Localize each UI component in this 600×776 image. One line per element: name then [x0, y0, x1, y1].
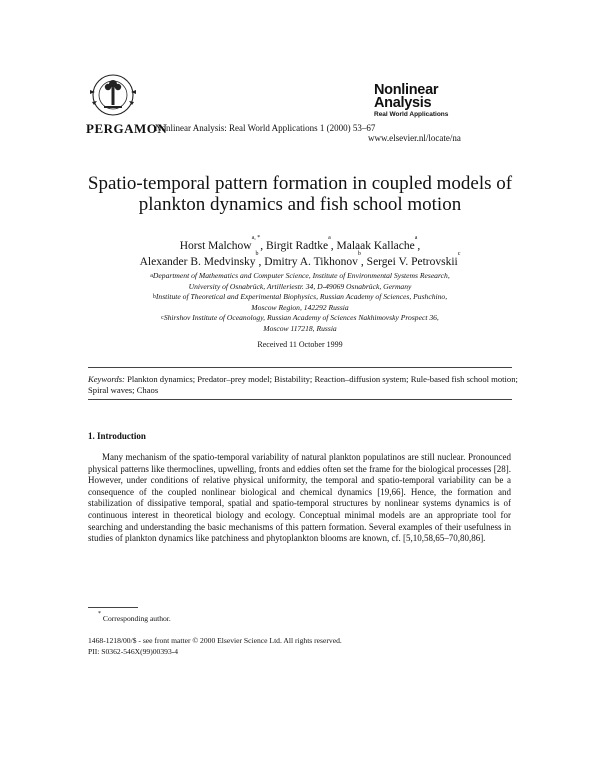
author-name: Horst Malchow: [179, 240, 252, 252]
author-name: Malaak Kallache: [336, 240, 415, 252]
affiliation-line: $^a$Department of Mathematics and Computer Science, Institute of Environmental Systems Research,: [150, 271, 450, 280]
author-affiliation-mark: c: [457, 251, 461, 257]
copyright-block: [88, 636, 342, 657]
journal-url[interactable]: www.elsevier.nl/locate/na: [368, 133, 461, 143]
author-affiliation-mark: a: [414, 235, 418, 241]
author-affiliation-mark: b: [357, 251, 361, 257]
publisher-tree-emblem: [84, 70, 142, 120]
author-name: Dmitry A. Tikhonov: [264, 256, 358, 268]
journal-logo-line2: Analysis: [374, 95, 432, 111]
keywords: [88, 374, 518, 395]
affiliation-line: University of Osnabrück, Artilleriestr. 34, D-49069 Osnabrück, Germany: [188, 281, 412, 291]
author-name: Birgit Radtke: [266, 240, 329, 252]
intro-paragraph: Many mechanism of the spatio-temporal variability of natural plankton populatinos are still nuclear. Pronounced physical patterns like thermoclines, upwelling, fronts and eddies often set the frame for the biological processes [28]. However, under conditions of relative physical uniformity, the temporal and spatio-temporal variability can be a consequence of the coupled nonlinear biological and chemical dynamics [19,66]. Hence, the formation and stabilization of dissipative temporal, spatial and spatio-temporal structures by nonlinear systems dynamics is of continuous interest in theoretical biology and ecology. Conceptual minimal models are an appropriate tool for searching and understanding the basic mechanisms of this pattern formation. Several examples of their usefulness in studies of plankton dynamics like patchiness and phytoplankton blooms are known, cf. [5,10,58,65–70,80,86].: [88, 452, 511, 544]
affiliation-line: $^c$Shirshov Institute of Oceanology, Russian Academy of Sciences Nakhimovsky Prospect 36,: [161, 313, 439, 322]
abstract-top-rule: [88, 367, 512, 368]
author-affiliation-mark: b: [255, 251, 259, 257]
journal-logo: [374, 84, 448, 119]
journal-logo-line1: Nonlinear: [374, 82, 439, 98]
author-name: Alexander B. Medvinsky: [139, 256, 256, 268]
affiliation-mark: c: [161, 315, 164, 321]
footnote: [98, 611, 171, 623]
footnote-text: Corresponding author.: [102, 614, 171, 623]
publisher-name: PERGAMON: [86, 121, 168, 136]
keywords-label: Keywords:: [88, 374, 125, 384]
journal-logo-line3: Real World Applications: [374, 111, 449, 118]
paper-title: Spatio-temporal pattern formation in coupled models of plankton dynamics and fish school motion: [87, 173, 513, 215]
affiliation-line: $^b$Institute of Theoretical and Experimental Biophysics, Russian Academy of Sciences, Pushchino,: [152, 292, 448, 301]
copyright-line: 1468-1218/00/$ - see front matter © 2000 Elsevier Science Ltd. All rights reserved.: [88, 636, 342, 645]
journal-citation: Nonlinear Analysis: Real World Applications 1 (2000) 53–67: [155, 123, 376, 133]
abstract-bottom-rule: [88, 399, 512, 400]
affiliation-line: Moscow Region, 142292 Russia: [251, 302, 349, 312]
affiliation-mark: a: [150, 273, 153, 279]
affiliation-mark: b: [152, 294, 156, 300]
footnote-rule: [88, 607, 138, 608]
author-list: Horst Malchow$^{a, *}$, Birgit Radtke$^a$, Malaak Kallache$^a$, Alexander B. Medvinsky$^b$, Dmitry A. Tikhonov$^b$, Sergei V. Petrovskii$^c$: [139, 235, 461, 268]
received-date: Received 11 October 1999: [257, 340, 343, 349]
affiliations: [60, 271, 540, 334]
author-affiliation-mark: a, *: [251, 235, 261, 241]
author-name: Sergei V. Petrovskii: [366, 256, 458, 268]
author-affiliation-mark: a: [328, 235, 331, 241]
keywords-text: Plankton dynamics; Predator–prey model; Bistability; Reaction–diffusion system; Rule-based fish school motion; Spiral waves; Chaos: [88, 374, 518, 395]
footnote-mark: *: [98, 611, 101, 617]
section-heading: 1. Introduction: [88, 431, 146, 441]
affiliation-line: Moscow 117218, Russia: [263, 323, 337, 333]
pii-line: PII: S0362-546X(99)00393-4: [88, 646, 179, 656]
